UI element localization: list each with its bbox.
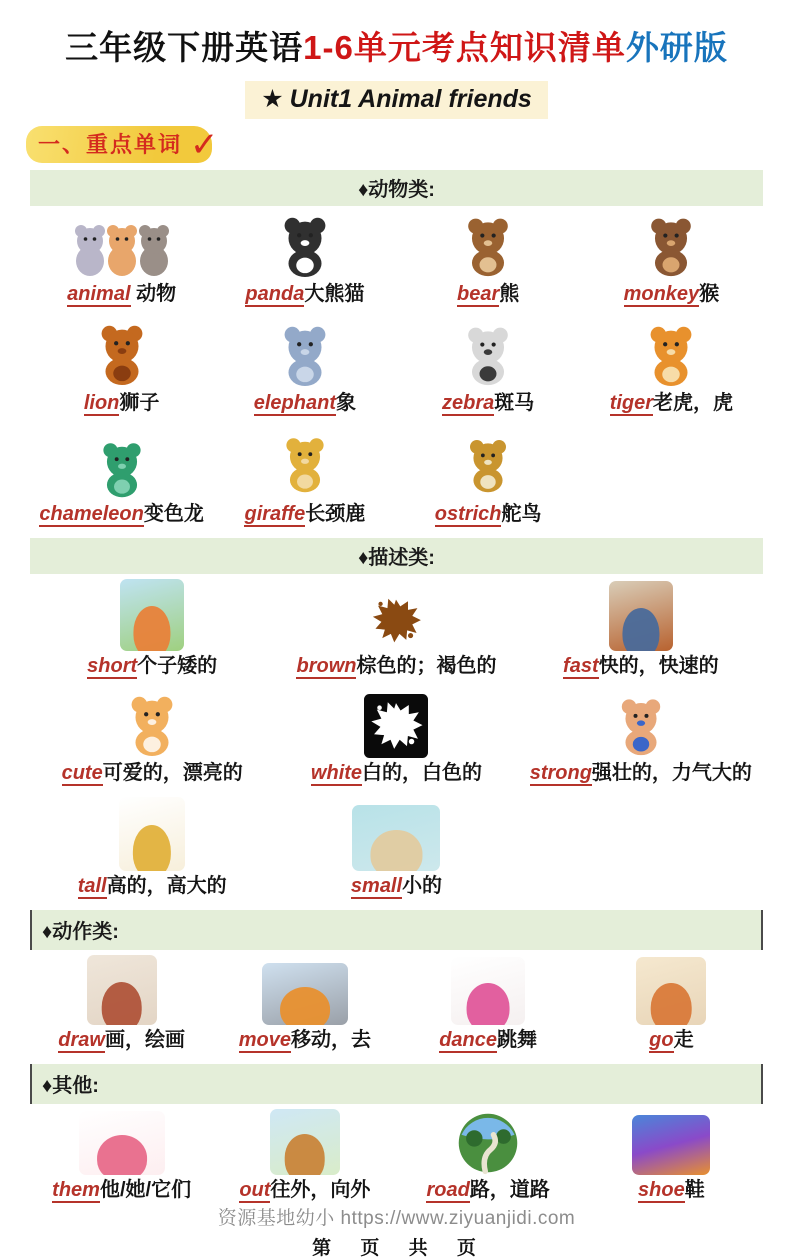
word-label bbox=[62, 761, 243, 786]
strong-man-image bbox=[609, 692, 673, 758]
white-splat-image bbox=[364, 694, 428, 758]
word-label bbox=[244, 502, 365, 527]
word-en: elephant bbox=[253, 392, 336, 414]
elephant-image bbox=[270, 320, 340, 388]
word-item bbox=[30, 574, 274, 685]
word-item bbox=[213, 313, 396, 422]
word-label bbox=[610, 391, 733, 416]
word-en: cute bbox=[61, 762, 103, 784]
word-label bbox=[638, 1178, 705, 1203]
word-label bbox=[563, 654, 719, 679]
word-en: fast bbox=[563, 655, 599, 677]
unit-title-text: Unit1 Animal friends bbox=[289, 85, 532, 113]
word-zh: 强壮的，力气大的 bbox=[591, 762, 752, 784]
word-label bbox=[426, 1178, 549, 1203]
animals-group-image bbox=[72, 215, 172, 279]
word-row bbox=[30, 422, 763, 533]
word-en: them bbox=[52, 1179, 100, 1201]
word-en: go bbox=[649, 1029, 674, 1051]
word-label bbox=[457, 282, 519, 307]
word-zh: 长颈鹿 bbox=[305, 503, 366, 525]
word-zh: 斑马 bbox=[494, 392, 535, 414]
section-label: 重点单词 bbox=[86, 132, 183, 157]
word-label bbox=[296, 654, 496, 679]
word-item bbox=[30, 313, 213, 422]
word-en: short bbox=[87, 655, 138, 677]
word-label bbox=[649, 1028, 693, 1053]
vocab-sections bbox=[0, 170, 793, 1209]
word-zh: 鞋 bbox=[684, 1179, 705, 1201]
category-banner: ♦动物类: bbox=[30, 170, 763, 206]
word-row bbox=[30, 206, 763, 313]
word-zh: 老虎，虎 bbox=[653, 392, 734, 414]
word-zh: 往外，向外 bbox=[270, 1179, 371, 1201]
tiger-image bbox=[637, 320, 705, 388]
word-label bbox=[442, 391, 534, 416]
word-zh: 猴 bbox=[699, 283, 720, 305]
go-image bbox=[636, 957, 706, 1025]
unit-title-row bbox=[0, 81, 793, 119]
section-number: 一、 bbox=[38, 132, 87, 157]
out-image bbox=[270, 1109, 340, 1175]
brown-splat-image bbox=[364, 591, 428, 651]
word-en: panda bbox=[245, 283, 305, 305]
title-part-edition: 外研版 bbox=[625, 29, 728, 66]
unit-title bbox=[245, 81, 548, 119]
word-item bbox=[30, 206, 213, 313]
small-puppy-image bbox=[352, 805, 440, 871]
word-label bbox=[39, 502, 203, 527]
word-en: shoe bbox=[638, 1179, 685, 1201]
word-label bbox=[67, 282, 176, 307]
word-item bbox=[397, 1104, 580, 1209]
category-banner: ♦动作类: bbox=[30, 910, 763, 950]
word-item bbox=[397, 313, 580, 422]
word-item bbox=[30, 950, 213, 1059]
word-zh: 熊 bbox=[499, 283, 520, 305]
category-banner: ♦其他: bbox=[30, 1064, 763, 1104]
word-zh: 可爱的，漂亮的 bbox=[102, 762, 243, 784]
checkmark-icon: ✓ bbox=[190, 126, 219, 164]
word-item bbox=[580, 1104, 763, 1209]
word-zh: 快的，快速的 bbox=[598, 655, 719, 677]
word-zh: 画，绘画 bbox=[104, 1029, 185, 1051]
draw-image bbox=[87, 955, 157, 1025]
word-item bbox=[30, 422, 213, 533]
word-label bbox=[435, 502, 542, 527]
star-icon: ★ bbox=[261, 85, 284, 113]
lion-image bbox=[88, 318, 156, 388]
word-item bbox=[213, 1104, 396, 1209]
word-en: white bbox=[310, 762, 363, 784]
word-label bbox=[58, 1028, 185, 1053]
word-row bbox=[30, 950, 763, 1059]
word-en: animal bbox=[67, 283, 131, 305]
bear-image bbox=[455, 211, 521, 279]
word-row bbox=[30, 574, 763, 685]
word-zh: 大熊猫 bbox=[304, 283, 365, 305]
them-image bbox=[79, 1111, 165, 1175]
word-item bbox=[30, 685, 274, 792]
word-row bbox=[30, 1104, 763, 1209]
word-item bbox=[519, 685, 763, 792]
word-label bbox=[351, 874, 442, 899]
word-en: ostrich bbox=[434, 503, 502, 525]
word-item bbox=[274, 685, 518, 792]
word-zh: 小的 bbox=[402, 875, 443, 897]
road-image bbox=[456, 1111, 520, 1175]
word-item bbox=[580, 313, 763, 422]
short-image bbox=[120, 579, 184, 651]
page-number: 第 页 共 页 bbox=[312, 1238, 481, 1259]
word-en: move bbox=[238, 1029, 291, 1051]
word-zh: 移动，去 bbox=[291, 1029, 371, 1051]
word-label bbox=[254, 391, 356, 416]
word-en: giraffe bbox=[244, 503, 306, 525]
word-label bbox=[84, 391, 160, 416]
word-item bbox=[274, 792, 518, 905]
zebra-image bbox=[455, 320, 521, 388]
word-zh: 变色龙 bbox=[143, 503, 204, 525]
section-heading-row bbox=[26, 125, 793, 165]
chameleon-image bbox=[86, 437, 158, 499]
move-image bbox=[262, 963, 348, 1025]
word-en: tiger bbox=[609, 392, 654, 414]
word-label bbox=[311, 761, 482, 786]
word-item bbox=[580, 950, 763, 1059]
tall-giraffe-image bbox=[119, 797, 185, 871]
word-row bbox=[30, 313, 763, 422]
word-en: brown bbox=[296, 655, 357, 677]
word-zh: 动物 bbox=[130, 283, 177, 305]
word-zh: 舵鸟 bbox=[501, 503, 542, 525]
word-item bbox=[580, 206, 763, 313]
word-label bbox=[530, 761, 752, 786]
word-en: lion bbox=[83, 392, 120, 414]
word-en: monkey bbox=[623, 283, 700, 305]
word-label bbox=[439, 1028, 537, 1053]
word-en: zebra bbox=[442, 392, 495, 414]
title-part-grade: 三年级下册英语 bbox=[65, 29, 304, 66]
word-en: draw bbox=[58, 1029, 105, 1051]
shoe-image bbox=[632, 1115, 710, 1175]
word-item bbox=[213, 422, 396, 533]
word-en: tall bbox=[77, 875, 107, 897]
word-item bbox=[397, 950, 580, 1059]
dance-image bbox=[451, 957, 525, 1025]
word-zh: 象 bbox=[336, 392, 356, 414]
word-label bbox=[52, 1178, 191, 1203]
word-zh: 跳舞 bbox=[497, 1029, 538, 1051]
word-item bbox=[519, 574, 763, 685]
title-part-units: 1-6单元考点知识清单 bbox=[303, 29, 626, 66]
word-en: bear bbox=[457, 283, 500, 305]
word-row bbox=[30, 792, 763, 905]
word-label bbox=[78, 874, 227, 899]
word-label bbox=[87, 654, 217, 679]
word-item bbox=[213, 206, 396, 313]
word-label bbox=[245, 282, 364, 307]
page-title bbox=[0, 0, 793, 69]
word-zh: 狮子 bbox=[119, 392, 160, 414]
panda-image bbox=[269, 211, 341, 279]
word-zh: 路，道路 bbox=[469, 1179, 550, 1201]
word-en: dance bbox=[439, 1029, 498, 1051]
category-banner: ♦描述类: bbox=[30, 538, 763, 574]
word-item bbox=[213, 950, 396, 1059]
word-item bbox=[397, 422, 580, 533]
fast-runners-image bbox=[609, 581, 673, 651]
watermark-text: 资源基地幼小 https://www.ziyuanjidi.com bbox=[217, 1208, 576, 1229]
word-en: road bbox=[426, 1179, 470, 1201]
word-label bbox=[239, 1028, 371, 1053]
word-en: chameleon bbox=[39, 503, 144, 525]
cute-kitten-image bbox=[118, 690, 186, 758]
word-en: strong bbox=[529, 762, 592, 784]
word-zh: 他/她/它们 bbox=[99, 1179, 192, 1201]
word-label bbox=[239, 1178, 370, 1203]
ostrich-image bbox=[458, 429, 518, 499]
word-row bbox=[30, 685, 763, 792]
word-zh: 走 bbox=[673, 1029, 694, 1051]
word-label bbox=[624, 282, 720, 307]
section-heading bbox=[26, 126, 212, 163]
giraffe-image bbox=[274, 427, 336, 499]
monkey-image bbox=[638, 211, 704, 279]
word-en: out bbox=[239, 1179, 271, 1201]
word-zh: 棕色的；褐色的 bbox=[356, 655, 497, 677]
word-item bbox=[397, 206, 580, 313]
word-item bbox=[30, 792, 274, 905]
word-zh: 高的，高大的 bbox=[106, 875, 227, 897]
word-zh: 白的，白色的 bbox=[362, 762, 483, 784]
word-zh: 个子矮的 bbox=[137, 655, 218, 677]
word-item bbox=[30, 1104, 213, 1209]
word-item bbox=[274, 574, 518, 685]
word-en: small bbox=[350, 875, 403, 897]
